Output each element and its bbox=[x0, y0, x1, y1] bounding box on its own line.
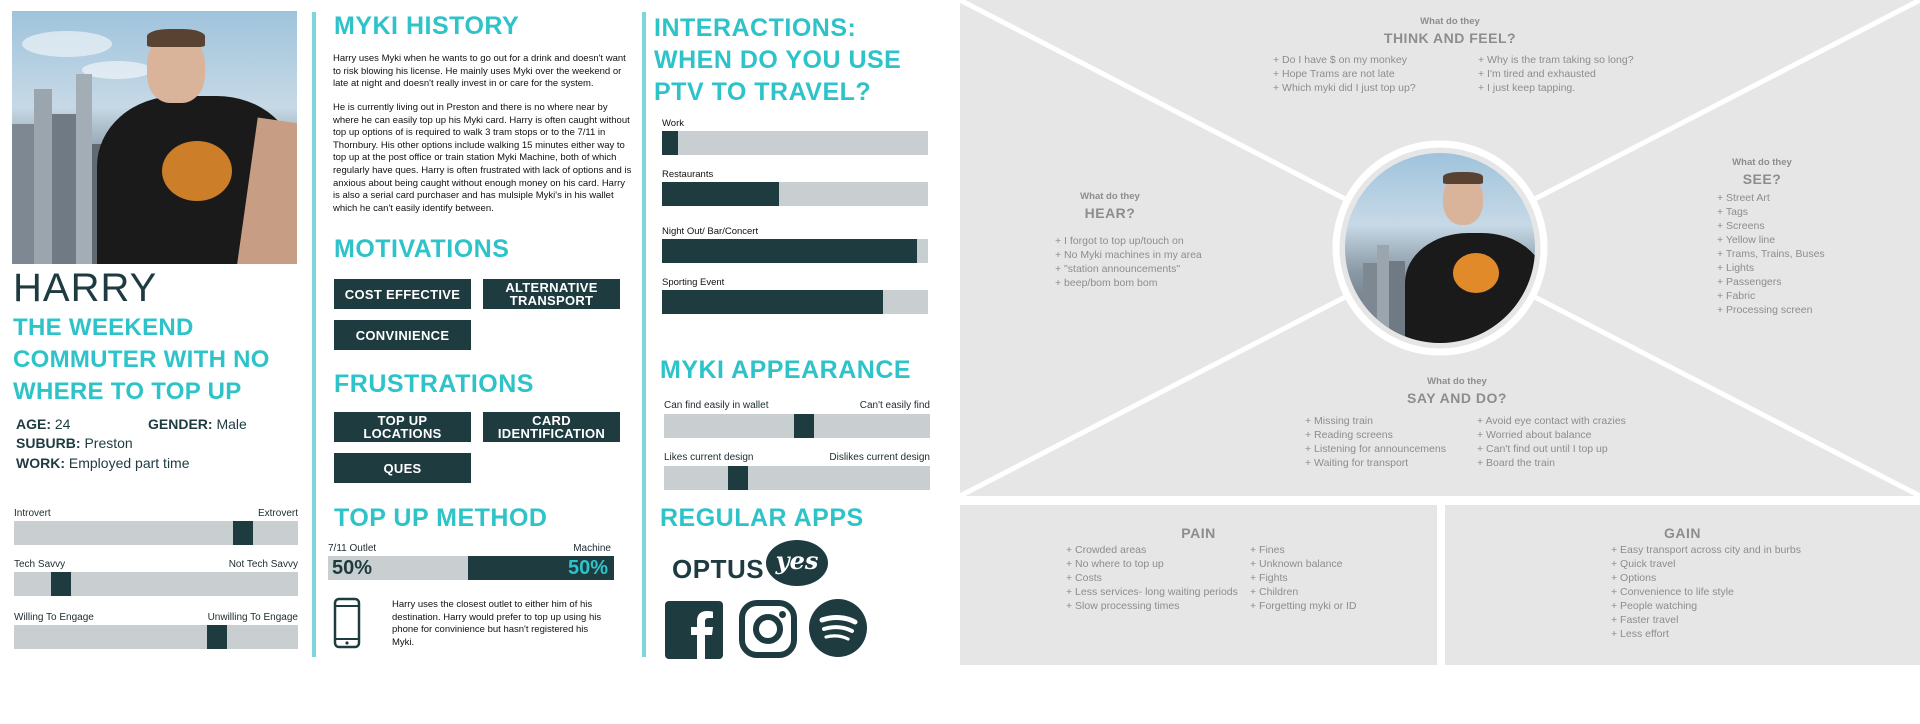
pain-list-2 bbox=[1250, 543, 1357, 613]
optus-logo bbox=[670, 540, 830, 588]
divider-middle bbox=[642, 12, 646, 657]
list-item: + Crowded areas bbox=[1066, 544, 1147, 556]
optus-wordmark: OPTUS bbox=[672, 554, 765, 584]
trait-right-label: Unwilling To Engage bbox=[207, 612, 298, 623]
interactions-title bbox=[654, 12, 901, 108]
interaction-bar bbox=[662, 290, 928, 314]
list-item: + I forgot to top up/touch on bbox=[1055, 235, 1184, 247]
see-title: SEE? bbox=[1742, 171, 1782, 187]
interaction-bar-label: Night Out/ Bar/Concert bbox=[662, 226, 759, 237]
motivations-title: MOTIVATIONS bbox=[334, 235, 510, 263]
list-item: + beep/bom bom bom bbox=[1055, 277, 1158, 289]
appearance-left-label: Can find easily in wallet bbox=[664, 400, 769, 411]
think-list-2 bbox=[1478, 53, 1634, 95]
interaction-bar-fill bbox=[662, 290, 883, 314]
appearance-slider bbox=[664, 466, 930, 490]
list-item: + Forgetting myki or ID bbox=[1250, 600, 1357, 612]
list-item: + Faster travel bbox=[1611, 614, 1679, 626]
motivation-chip: ALTERNATIVE TRANSPORT bbox=[483, 279, 620, 309]
gender-value: Male bbox=[216, 416, 247, 432]
pain-list-1 bbox=[1066, 543, 1238, 613]
empathy-map bbox=[960, 0, 1920, 496]
think-list-1 bbox=[1273, 53, 1416, 95]
list-item: + Tags bbox=[1717, 206, 1749, 218]
list-item: + Hope Trams are not late bbox=[1273, 68, 1395, 80]
interactions-title-line: PTV TO TRAVEL? bbox=[654, 78, 872, 106]
interaction-bar-fill bbox=[662, 182, 779, 206]
list-item: + Children bbox=[1250, 586, 1299, 598]
interaction-bar-label: Work bbox=[662, 118, 684, 129]
topup-right-label: Machine bbox=[573, 543, 611, 554]
history-title: MYKI HISTORY bbox=[334, 12, 520, 40]
list-item: + "station announcements" bbox=[1055, 263, 1181, 275]
list-item: + Which myki did I just top up? bbox=[1273, 82, 1416, 94]
list-item: + No Myki machines in my area bbox=[1055, 249, 1202, 261]
center-persona-photo bbox=[1345, 153, 1535, 343]
persona-tagline: THE WEEKEND COMMUTER WITH NO WHERE TO TOP UP bbox=[13, 314, 270, 405]
say-question: What do they bbox=[1427, 376, 1487, 387]
list-item: + People watching bbox=[1611, 600, 1698, 612]
gain-panel bbox=[1445, 505, 1920, 665]
list-item: + Board the train bbox=[1477, 457, 1555, 469]
think-question: What do they bbox=[1420, 16, 1480, 27]
list-item: + Lights bbox=[1717, 262, 1755, 274]
work-row bbox=[16, 455, 190, 471]
interaction-bar-label: Sporting Event bbox=[662, 277, 725, 288]
list-item: + Passengers bbox=[1717, 276, 1782, 288]
age-label: AGE: bbox=[16, 416, 51, 432]
pain-panel bbox=[960, 505, 1437, 665]
trait-left-label: Introvert bbox=[14, 508, 51, 519]
interaction-bar bbox=[662, 239, 928, 263]
list-item: + Easy transport across city and in burbs bbox=[1611, 544, 1801, 556]
history-para-2: He is currently living out in Preston and there is no where near by where he can easily top up his Myki card. Harry is often caught without top up options of is required to walk 3 tram stops or to the 7/11 in Thornbury. His other options include walking 15 minutes either way to top up at the post office or train station Myki Machine, both of which regularly have ques. Harry is often frustrated with lack of options and is anxious about being caught without enough money on his card. Harry is also a serial card purchaser and has mulsiple Myki's in his wallet which he can't easily identify between. bbox=[333, 102, 632, 214]
gain-title: GAIN bbox=[1664, 525, 1701, 541]
frustration-chip: TOP UP LOCATIONS bbox=[334, 412, 471, 442]
pain-title: PAIN bbox=[1181, 525, 1216, 541]
list-item: + Costs bbox=[1066, 572, 1102, 584]
list-item: + Why is the tram taking so long? bbox=[1478, 54, 1634, 66]
age-value: 24 bbox=[54, 416, 71, 432]
spotify-icon bbox=[808, 598, 868, 663]
trait-slider-knob bbox=[207, 625, 227, 649]
interaction-bar-fill bbox=[662, 239, 917, 263]
list-item: + Processing screen bbox=[1717, 304, 1813, 316]
trait-left-label: Tech Savvy bbox=[14, 559, 66, 570]
trait-slider bbox=[14, 572, 298, 596]
interactions-title-line: WHEN DO YOU USE bbox=[654, 46, 902, 74]
list-item: + Listening for announcemens bbox=[1305, 443, 1446, 455]
motivation-chip: COST EFFECTIVE bbox=[334, 279, 471, 309]
list-item: + Slow processing times bbox=[1066, 600, 1180, 612]
interaction-bar-fill bbox=[662, 131, 678, 155]
list-item: + Waiting for transport bbox=[1305, 457, 1409, 469]
persona-name: HARRY bbox=[13, 266, 158, 310]
frustration-chip: CARD IDENTIFICATION bbox=[483, 412, 620, 442]
interaction-bar-label: Restaurants bbox=[662, 169, 714, 180]
topup-title: TOP UP METHOD bbox=[334, 504, 548, 532]
age-row bbox=[16, 416, 70, 432]
persona-photo bbox=[12, 11, 297, 264]
facebook-icon bbox=[665, 601, 723, 664]
list-item: + Trams, Trains, Buses bbox=[1717, 248, 1825, 260]
see-question: What do they bbox=[1732, 157, 1792, 168]
topup-right-value: 50% bbox=[468, 556, 614, 580]
list-item: + Fabric bbox=[1717, 290, 1756, 302]
appearance-right-label: Can't easily find bbox=[859, 400, 930, 411]
list-item: + Worried about balance bbox=[1477, 429, 1592, 441]
frustrations-title: FRUSTRATIONS bbox=[334, 370, 534, 398]
list-item: + Less effort bbox=[1611, 628, 1669, 640]
topup-split-bar bbox=[328, 556, 614, 580]
trait-right-label: Extrovert bbox=[257, 508, 298, 519]
topup-left-value: 50% bbox=[332, 557, 373, 579]
list-item: + Unknown balance bbox=[1250, 558, 1343, 570]
trait-right-label: Not Tech Savvy bbox=[228, 559, 298, 570]
divider-left bbox=[312, 12, 316, 657]
list-item: + Options bbox=[1611, 572, 1657, 584]
suburb-value: Preston bbox=[84, 435, 133, 451]
list-item: + Reading screens bbox=[1305, 429, 1393, 441]
motivation-chip: CONVINIENCE bbox=[334, 320, 471, 350]
work-value: Employed part time bbox=[68, 455, 190, 471]
list-item: + I just keep tapping. bbox=[1478, 82, 1576, 94]
think-title: THINK AND FEEL? bbox=[1383, 30, 1517, 46]
suburb-row bbox=[16, 435, 133, 451]
appearance-slider-knob bbox=[794, 414, 814, 438]
list-item: + Fights bbox=[1250, 572, 1288, 584]
list-item: + Screens bbox=[1717, 220, 1765, 232]
list-item: + Quick travel bbox=[1611, 558, 1676, 570]
appearance-left-label: Likes current design bbox=[664, 452, 754, 463]
suburb-label: SUBURB: bbox=[16, 435, 81, 451]
appearance-right-label: Dislikes current design bbox=[829, 452, 930, 463]
list-item: + Yellow line bbox=[1717, 234, 1776, 246]
list-item: + Can't find out until I top up bbox=[1477, 443, 1608, 455]
list-item: + Missing train bbox=[1305, 415, 1373, 427]
list-item: + I'm tired and exhausted bbox=[1478, 68, 1596, 80]
frustration-chip: QUES bbox=[334, 453, 471, 483]
hear-list bbox=[1055, 234, 1202, 290]
list-item: + Fines bbox=[1250, 544, 1285, 556]
say-list-2 bbox=[1477, 414, 1626, 470]
trait-slider bbox=[14, 625, 298, 649]
trait-slider-knob bbox=[233, 521, 253, 545]
trait-left-label: Willing To Engage bbox=[14, 612, 94, 623]
say-title: SAY AND DO? bbox=[1407, 390, 1507, 406]
trait-slider bbox=[14, 521, 298, 545]
topup-left-label: 7/11 Outlet bbox=[328, 543, 377, 554]
list-item: + Do I have $ on my monkey bbox=[1273, 54, 1407, 66]
list-item: + No where to top up bbox=[1066, 558, 1164, 570]
list-item: + Convenience to life style bbox=[1611, 586, 1734, 598]
appearance-title: MYKI APPEARANCE bbox=[660, 356, 912, 384]
trait-slider-knob bbox=[51, 572, 71, 596]
optus-yes-badge: yes bbox=[766, 540, 828, 586]
say-list-1 bbox=[1305, 414, 1446, 470]
hear-question: What do they bbox=[1080, 191, 1140, 202]
instagram-icon bbox=[738, 599, 798, 664]
interaction-bar bbox=[662, 131, 928, 155]
phone-icon bbox=[333, 597, 361, 654]
apps-title: REGULAR APPS bbox=[660, 504, 864, 532]
work-label: WORK: bbox=[16, 455, 65, 471]
interactions-title-line: INTERACTIONS: bbox=[654, 14, 857, 42]
interaction-bar bbox=[662, 182, 928, 206]
list-item: + Avoid eye contact with crazies bbox=[1477, 415, 1626, 427]
history-para-1: Harry uses Myki when he wants to go out for a drink and doesn't want to risk blowing his license. He mainly uses Myki over the weekend or late at night and doesn't really invest in or care for the system. bbox=[333, 53, 626, 90]
gender-label: GENDER: bbox=[148, 416, 213, 432]
gain-list bbox=[1611, 543, 1801, 641]
list-item: + Street Art bbox=[1717, 192, 1770, 204]
list-item: + Less services- long waiting periods bbox=[1066, 586, 1238, 598]
see-list bbox=[1717, 191, 1825, 317]
topup-note: Harry uses the closest outlet to either him of his destination. Harry would prefer to top up using his phone for convinience but hasn't registered his Myki. bbox=[392, 599, 602, 648]
appearance-slider-knob bbox=[728, 466, 748, 490]
appearance-slider bbox=[664, 414, 930, 438]
hear-title: HEAR? bbox=[1084, 205, 1136, 221]
gender-row bbox=[148, 416, 247, 432]
